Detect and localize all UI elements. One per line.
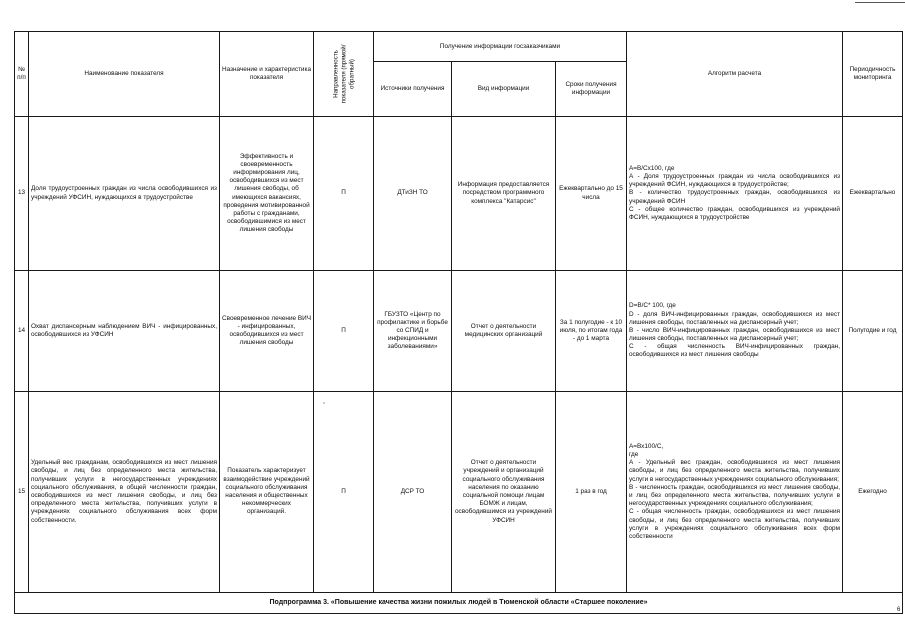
header-name: Наименование показателя [29, 32, 220, 117]
row-terms: 1 раз в год [556, 392, 627, 593]
header-sources: Источники получения [374, 62, 452, 117]
row-name: Охват диспансерным наблюдением ВИЧ - инфицированных, освободившихся из УФСИН [29, 271, 220, 392]
table-row [15, 117, 903, 271]
top-rule [855, 2, 905, 3]
header-info-group: Получение информации госзаказчиками [374, 32, 627, 62]
indicators-table [14, 31, 903, 614]
row-info-type: Отчет о деятельности медицинских организаций [452, 271, 556, 392]
row-info-type: Информация предоставляется посредством программного комплекса "Катарсис" [452, 117, 556, 271]
row-periodicity: Ежегодно [843, 392, 903, 593]
header-algorithm: Алгоритм расчета [627, 32, 843, 117]
row-name: Удельный вес гражданам, освободившихся из мест лишения свободы, и лиц без определенного места жительства, получивших услуги в негосударственных учреждениях социального обслуживания, в общей численности граждан, освободившихся из мест лишения свободы, и лиц без определенного места жительства, получивших услуги в учреждениях социального обслуживания всех форм собственности. [29, 392, 220, 593]
row-direction: П [314, 392, 374, 593]
row-purpose: Показатель характеризует взаимодействие учреждений социального обслуживания населения и общественных некоммерческих организаций. [220, 392, 314, 593]
header-num: № п/п [15, 32, 29, 117]
table-row [15, 271, 903, 392]
row-purpose: Эффективность и своевременность информирования лиц, освободившихся из мест лишения свободы, об имеющихся вакансиях, проведения мотивированной работы с гражданами, освободившимися из мест лишения свободы [220, 117, 314, 271]
row-terms: Ежеквартально до 15 числа [556, 117, 627, 271]
row-num: 15 [15, 392, 29, 593]
row-periodicity: Полугодие и год [843, 271, 903, 392]
row-num: 14 [15, 271, 29, 392]
row-num: 13 [15, 117, 29, 271]
page-number: 6 [897, 607, 901, 613]
header-periodicity: Периодичность мониторинга [843, 32, 903, 117]
row-periodicity: Ежеквартально [843, 117, 903, 271]
header-direction-text: Направленность показателя (прямой/обратный) [331, 44, 355, 104]
header-info-type: Вид информации [452, 62, 556, 117]
header-row-1 [15, 32, 903, 62]
row-source: ГБУЗТО «Центр по профилактике и борьбе со СПИД и инфекционными заболеваниями» [374, 271, 452, 392]
header-direction [314, 32, 374, 117]
row-terms: За 1 полугодие - к 10 июля, по итогам года - до 1 марта [556, 271, 627, 392]
row-source: ДСР ТО [374, 392, 452, 593]
row-algorithm: D=В/С* 100, где D - доля ВИЧ-инфицированных граждан, освободившихся из мест лишения свободы, поставленных на диспансерный учет; В - число ВИЧ-инфицированных граждан, освободившихся из мест лишения свободы, поставленных на диспансерный учет; С - общая численность ВИЧ-инфицированных граждан, освободившихся из мест лишения свободы [627, 271, 843, 392]
header-purpose: Назначение и характеристика показателя [220, 32, 314, 117]
header-terms: Сроки получения информации [556, 62, 627, 117]
row-source: ДТиЗН ТО [374, 117, 452, 271]
row-direction: П [314, 117, 374, 271]
subprogram-title: Подпрограмма 3. «Повышение качества жизни пожилых людей в Тюменской области «Старшее поколение» [15, 593, 903, 614]
table-row [15, 392, 903, 593]
subprogram-row [15, 593, 903, 614]
row-algorithm: А=Вх100/С, где А - Удельный вес граждан, освободившихся из мест лишения свободы, и лиц без определенного места жительства, получивших услуги в негосударственных учреждениях социального обслуживания; В - численность граждан, освободившихся из мест лишения свободы, и лиц без определенного места жительства, получивших услуги в негосударственных учреждениях социального обслуживания; С - общая численность граждан, освободившихся из мест лишения свободы, и лиц без определенного места жительства, получивших услуги в учреждениях социального обслуживания всех форм собственности [627, 392, 843, 593]
row-purpose: Своевременное лечение ВИЧ - инфицированных, освободившихся из мест лишения свободы [220, 271, 314, 392]
row-algorithm: А=В/Сх100, где А - Доля трудоустроенных граждан из числа освободившихся из учреждений ФСИН, нуждающихся в трудоустройстве; В - количество трудоустроенных граждан, освободившихся из учреждений ФСИН С - общее количество граждан, освободившихся из учреждений ФСИН, нуждающихся в трудоустройстве [627, 117, 843, 271]
row-info-type: Отчет о деятельности учреждений и организаций социального обслуживания населения по оказанию социальной помощи лицам БОМЖ и лицам, освободившимся из учреждений УФСИН [452, 392, 556, 593]
row-direction: П [314, 271, 374, 392]
row-name: Доля трудоустроенных граждан из числа освободившихся из учреждений УФСИН, нуждающихся в трудоустройстве [29, 117, 220, 271]
